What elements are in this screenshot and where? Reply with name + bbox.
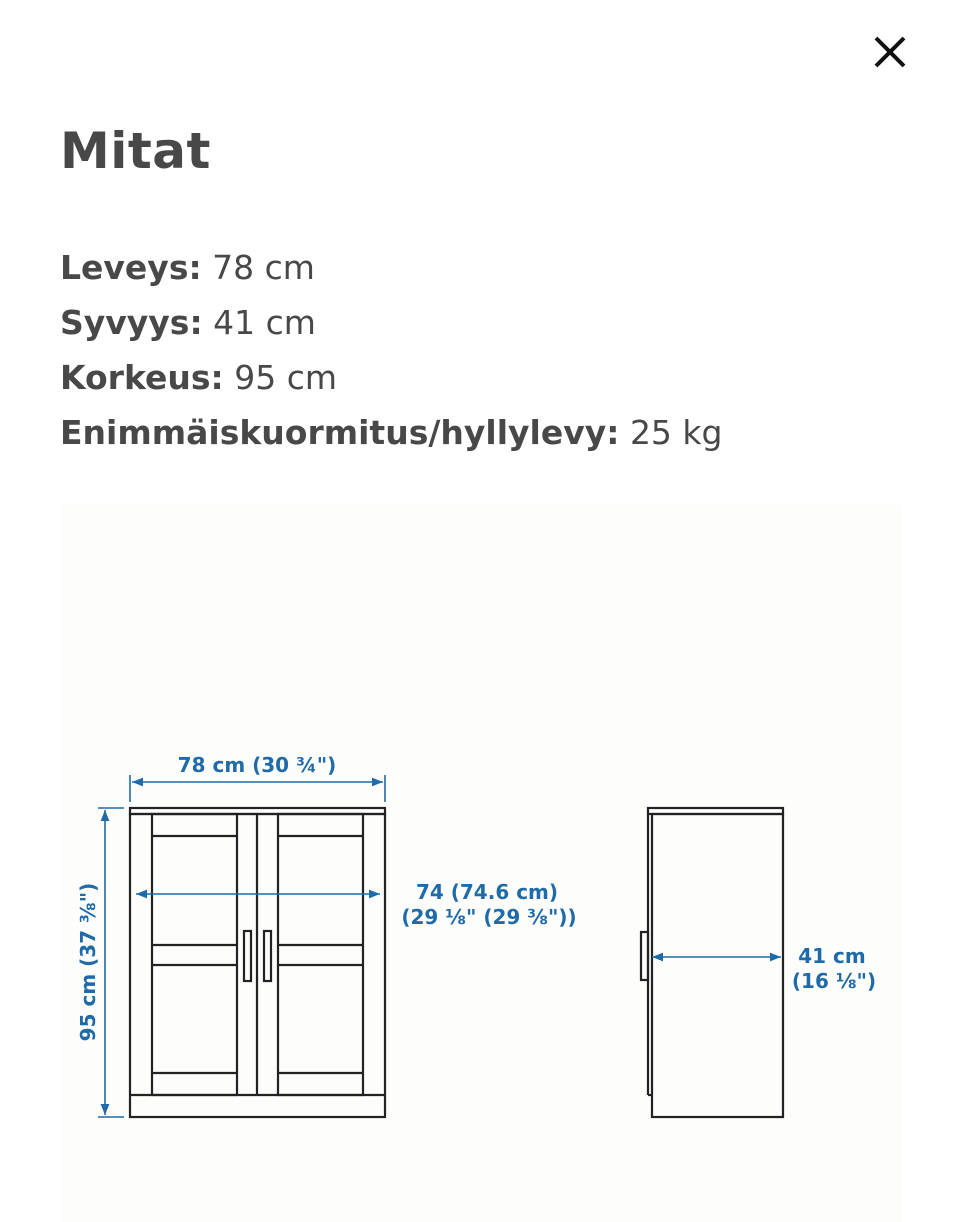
spec-height-value: 95 cm [234, 358, 337, 397]
spec-max-load [60, 405, 722, 460]
front-view [130, 808, 385, 1117]
width-label: 78 cm (30 ¾") [177, 753, 337, 777]
page-title: Mitat [60, 122, 211, 180]
spec-height [60, 350, 722, 405]
spec-depth-label: Syvyys: [60, 303, 203, 342]
spec-max-load-label: Enimmäiskuormitus/hyllylevy: [60, 413, 620, 452]
dimension-illustration [62, 505, 902, 1222]
spec-width-value: 78 cm [212, 248, 315, 287]
spec-max-load-value: 25 kg [629, 413, 723, 452]
close-button[interactable] [866, 28, 914, 76]
spec-depth [60, 295, 722, 350]
close-icon [872, 34, 908, 70]
depth-label-line2: (16 ⅛") [791, 969, 877, 993]
spec-height-label: Korkeus: [60, 358, 224, 397]
inner-width-label-line2: (29 ⅛" (29 ⅜")) [401, 905, 577, 929]
left-door-handle [244, 931, 251, 981]
right-door-handle [264, 931, 271, 981]
inner-width-label-line1: 74 (74.6 cm) [415, 880, 559, 904]
depth-label-line1: 41 cm [798, 944, 866, 968]
height-label: 95 cm (37 ⅜") [76, 882, 100, 1042]
side-handle [641, 932, 648, 980]
spec-depth-value: 41 cm [213, 303, 316, 342]
dimension-specs [60, 240, 722, 460]
cabinet-drawing [62, 505, 902, 1222]
spec-width [60, 240, 722, 295]
spec-width-label: Leveys: [60, 248, 202, 287]
side-view [641, 808, 783, 1117]
